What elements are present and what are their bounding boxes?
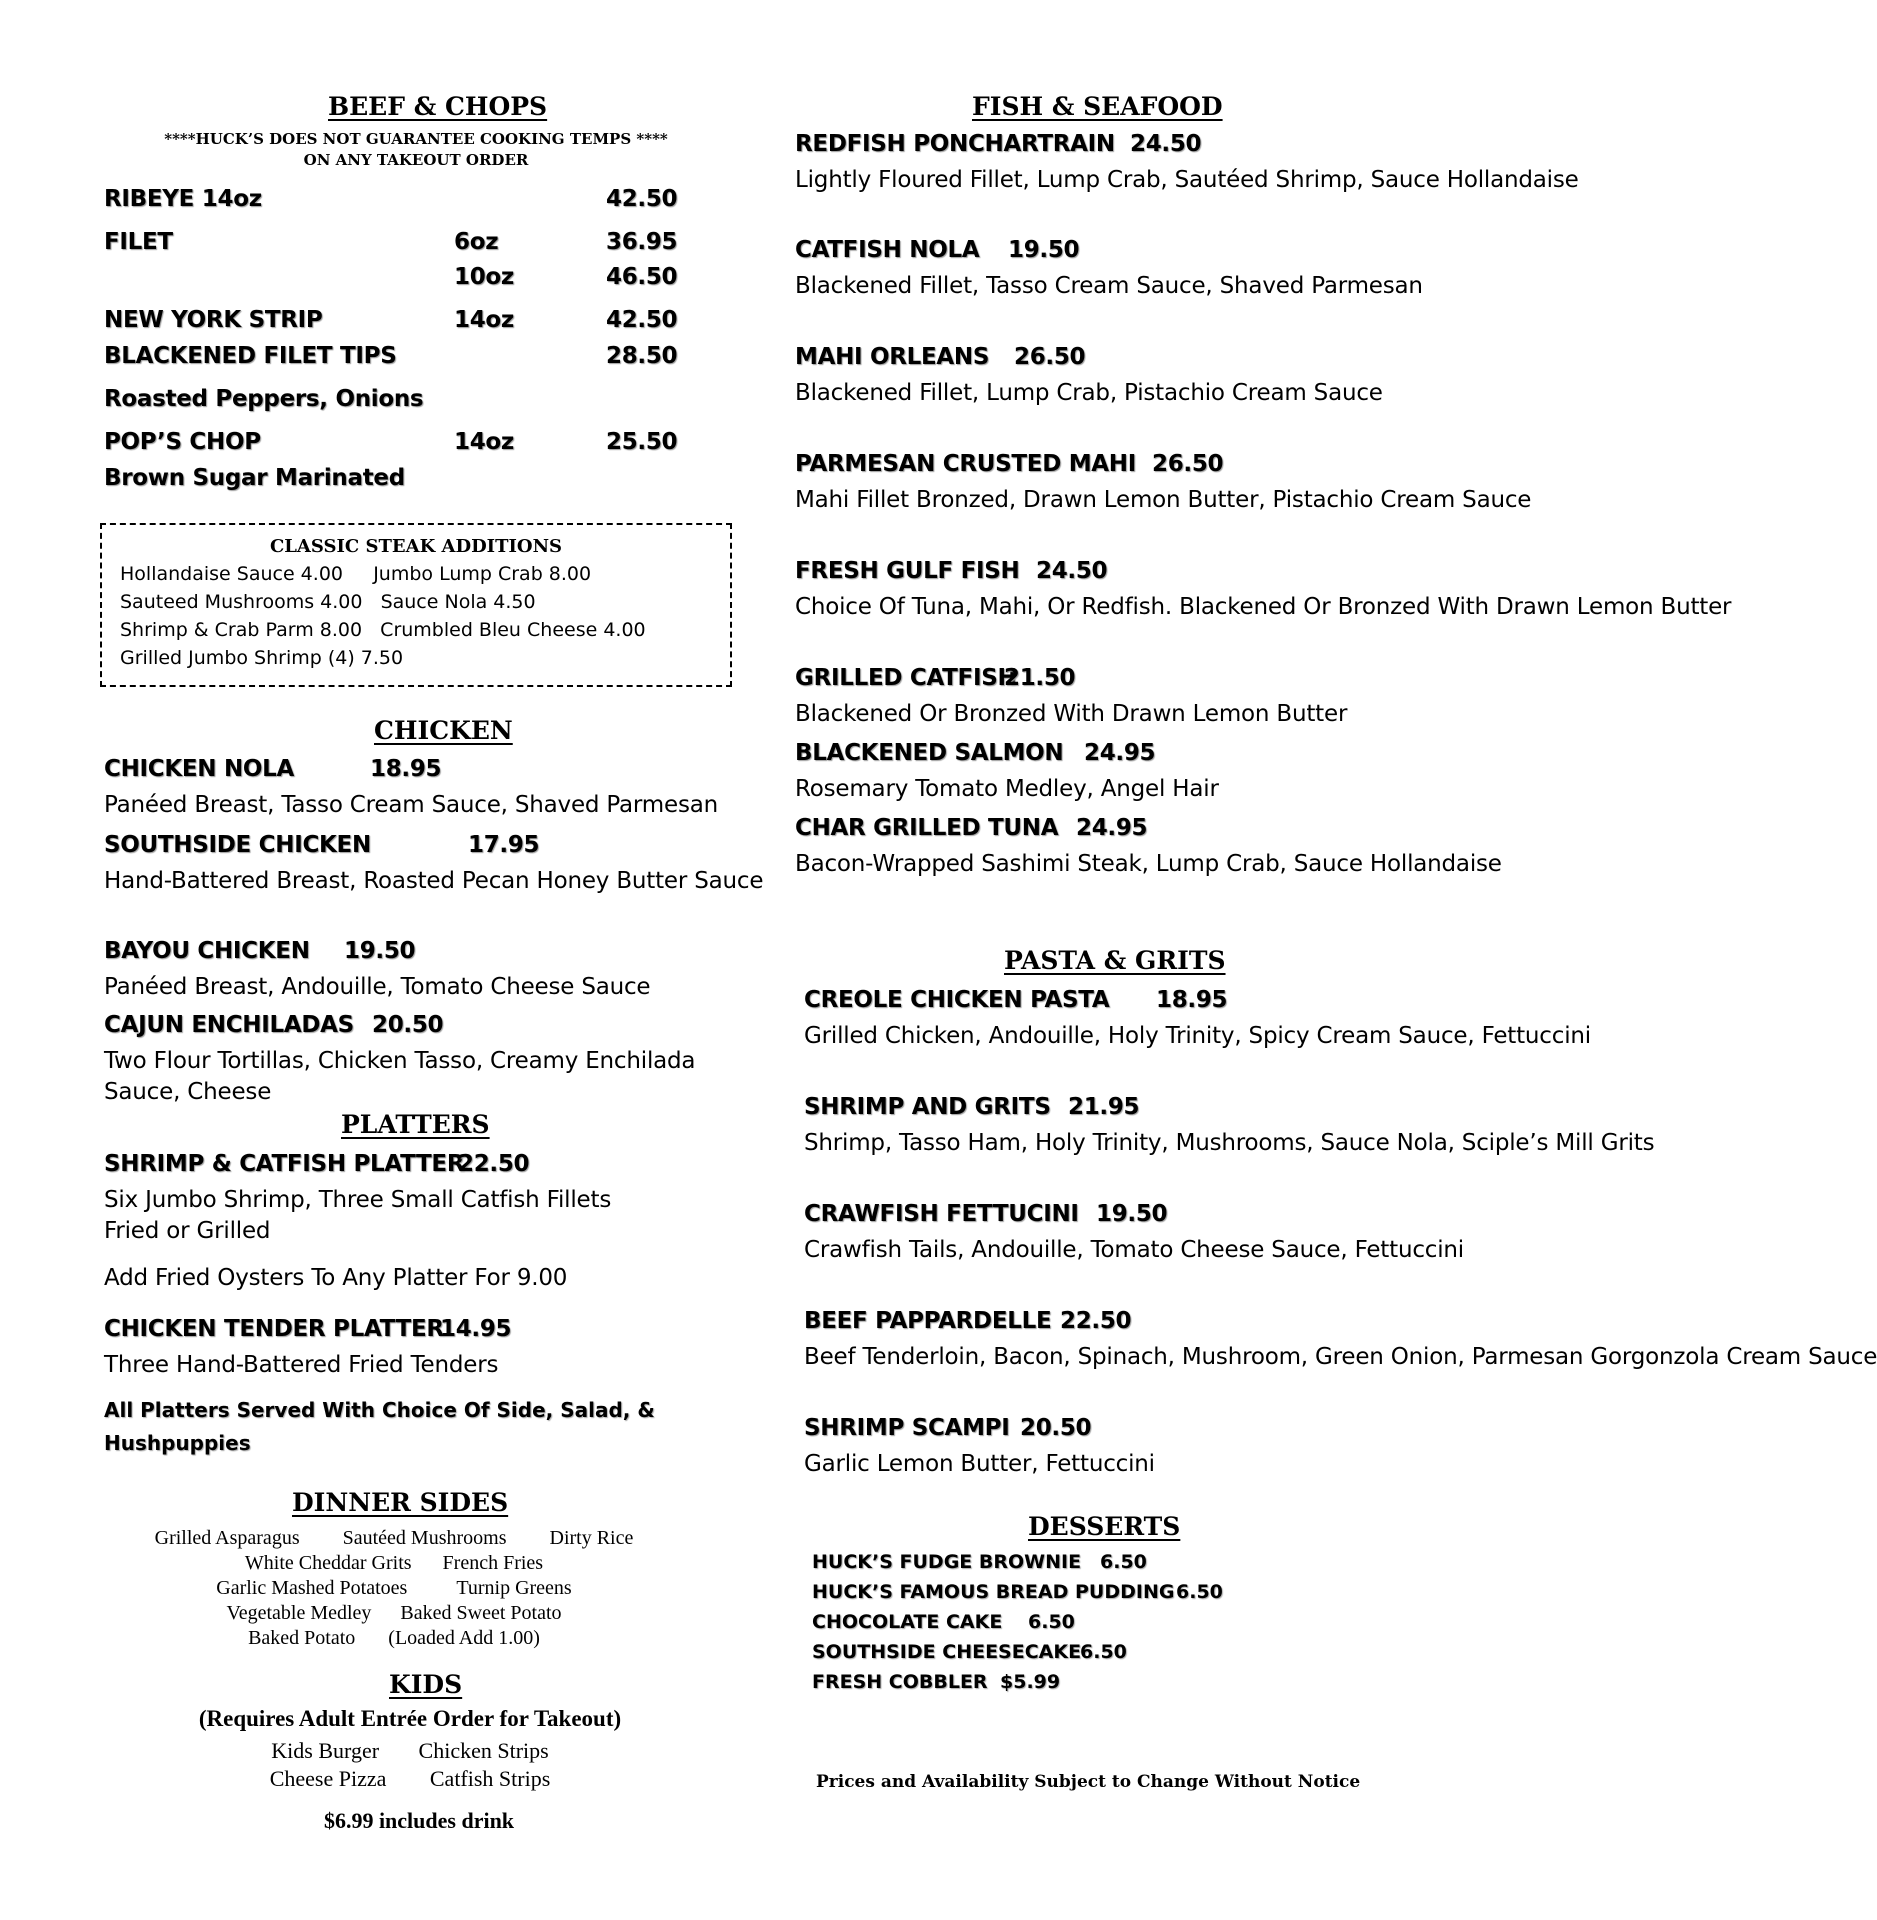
platters-served-2: Hushpuppies (104, 1431, 251, 1455)
catfish-nola-price: 19.50 (1008, 237, 1080, 263)
shrimp-catfish-platter-price: 22.50 (458, 1151, 530, 1177)
crawfish-fettucini-price: 19.50 (1096, 1201, 1168, 1227)
grilled-catfish-desc: Blackened Or Bronzed With Drawn Lemon Butter (795, 701, 1348, 727)
crawfish-fettucini-name: CRAWFISH FETTUCINI (804, 1201, 1079, 1227)
ribeye-name: RIBEYE 14oz (104, 186, 262, 212)
beef-heading: BEEF & CHOPS (328, 92, 548, 121)
kids-catfish-strips: Catfish Strips (429, 1766, 551, 1791)
redfish-desc: Lightly Floured Fillet, Lump Crab, Sautéed Shrimp, Sauce Hollandaise (795, 167, 1579, 193)
kids-heading: KIDS (389, 1670, 463, 1699)
side-baked-sweet-potato: Baked Sweet Potato (400, 1602, 562, 1624)
side-white-cheddar-grits: White Cheddar Grits (244, 1552, 412, 1574)
catfish-nola-desc: Blackened Fillet, Tasso Cream Sauce, Shaved Parmesan (795, 273, 1423, 299)
additions-line-3: Shrimp & Crab Parm 8.00 Crumbled Bleu Cheese 4.00 (120, 619, 646, 641)
pops-price: 25.50 (606, 429, 678, 455)
shrimp-scampi-name: SHRIMP SCAMPI (804, 1415, 1010, 1441)
mahi-orleans-name: MAHI ORLEANS (795, 344, 990, 370)
fudge-brownie-price: 6.50 (1100, 1551, 1147, 1573)
shrimp-scampi-price: 20.50 (1020, 1415, 1092, 1441)
pasta-heading: PASTA & GRITS (1004, 946, 1226, 975)
southside-chicken-name: SOUTHSIDE CHICKEN (104, 832, 371, 858)
sides-row-2 (104, 1551, 684, 1576)
pops-desc: Brown Sugar Marinated (104, 465, 405, 491)
beef-pappardelle-price: 22.50 (1060, 1308, 1132, 1334)
shrimp-catfish-desc-1: Six Jumbo Shrimp, Three Small Catfish Fillets (104, 1187, 612, 1213)
char-grilled-tuna-name: CHAR GRILLED TUNA (795, 815, 1059, 841)
cobbler-name: FRESH COBBLER (812, 1671, 988, 1693)
shrimp-scampi-desc: Garlic Lemon Butter, Fettuccini (804, 1451, 1155, 1477)
beef-pappardelle-name: BEEF PAPPARDELLE (804, 1308, 1052, 1334)
platters-heading: PLATTERS (341, 1110, 490, 1139)
cajun-enchiladas-desc: Two Flour Tortillas, Chicken Tasso, Creamy Enchilada Sauce, Cheese (104, 1048, 696, 1105)
southside-chicken-price: 17.95 (468, 832, 540, 858)
side-dirty-rice: Dirty Rice (549, 1527, 634, 1549)
chicken-nola-desc: Panéed Breast, Tasso Cream Sauce, Shaved Parmesan (104, 792, 718, 818)
creole-pasta-price: 18.95 (1156, 987, 1228, 1013)
ribeye-price: 42.50 (606, 186, 678, 212)
bayou-chicken-price: 19.50 (344, 938, 416, 964)
kids-row-1 (104, 1738, 716, 1764)
tips-name: BLACKENED FILET TIPS (104, 343, 397, 369)
cheesecake-price: 6.50 (1080, 1641, 1127, 1663)
additions-line-2: Sauteed Mushrooms 4.00 Sauce Nola 4.50 (120, 591, 536, 613)
chocolate-cake-price: 6.50 (1028, 1611, 1075, 1633)
bayou-chicken-desc: Panéed Breast, Andouille, Tomato Cheese Sauce (104, 974, 651, 1000)
mahi-orleans-desc: Blackened Fillet, Lump Crab, Pistachio Cream Sauce (795, 380, 1383, 406)
chicken-heading: CHICKEN (374, 716, 513, 745)
additions-line-1: Hollandaise Sauce 4.00 Jumbo Lump Crab 8.00 (120, 563, 592, 585)
grilled-catfish-name: GRILLED CATFISH (795, 665, 1017, 691)
pops-name: POP’S CHOP (104, 429, 261, 455)
sides-row-1 (104, 1526, 684, 1551)
cajun-enchiladas-price: 20.50 (372, 1012, 444, 1038)
sides-row-4 (104, 1601, 684, 1626)
parmesan-mahi-price: 26.50 (1152, 451, 1224, 477)
sides-row-3 (104, 1576, 684, 1601)
platters-served-1: All Platters Served With Choice Of Side, Salad, & (104, 1398, 655, 1422)
char-grilled-tuna-desc: Bacon-Wrapped Sashimi Steak, Lump Crab, Sauce Hollandaise (795, 851, 1502, 877)
filet-price-10: 46.50 (606, 264, 678, 290)
parmesan-mahi-name: PARMESAN CRUSTED MAHI (795, 451, 1137, 477)
chocolate-cake-name: CHOCOLATE CAKE (812, 1611, 1003, 1633)
nystrip-price: 42.50 (606, 307, 678, 333)
kids-note: (Requires Adult Entrée Order for Takeout) (198, 1706, 622, 1731)
side-baked-potato: Baked Potato (248, 1627, 356, 1649)
kids-chicken-strips: Chicken Strips (418, 1738, 549, 1763)
char-grilled-tuna-price: 24.95 (1076, 815, 1148, 841)
shrimp-grits-name: SHRIMP AND GRITS (804, 1094, 1051, 1120)
shrimp-grits-price: 21.95 (1068, 1094, 1140, 1120)
chicken-tender-desc: Three Hand-Battered Fried Tenders (104, 1352, 499, 1378)
nystrip-name: NEW YORK STRIP (104, 307, 323, 333)
creole-pasta-desc: Grilled Chicken, Andouille, Holy Trinity, Spicy Cream Sauce, Fettuccini (804, 1023, 1591, 1049)
bread-pudding-price: 6.50 (1176, 1581, 1223, 1603)
chicken-tender-platter-price: 14.95 (440, 1316, 512, 1342)
kids-burger: Kids Burger (271, 1738, 380, 1763)
cobbler-price: $5.99 (1000, 1671, 1061, 1693)
fudge-brownie-name: HUCK’S FUDGE BROWNIE (812, 1551, 1082, 1573)
crawfish-fettucini-desc: Crawfish Tails, Andouille, Tomato Cheese Sauce, Fettuccini (804, 1237, 1464, 1263)
side-sauteed-mushrooms: Sautéed Mushrooms (342, 1527, 507, 1549)
mahi-orleans-price: 26.50 (1014, 344, 1086, 370)
dinner-sides-heading: DINNER SIDES (292, 1488, 509, 1517)
kids-price: $6.99 includes drink (323, 1808, 515, 1833)
cheesecake-name: SOUTHSIDE CHEESECAKE (812, 1641, 1082, 1663)
side-garlic-mashed-potatoes: Garlic Mashed Potatoes (216, 1577, 408, 1599)
filet-size-10: 10oz (454, 264, 514, 290)
tips-price: 28.50 (606, 343, 678, 369)
fried-oysters-note: Add Fried Oysters To Any Platter For 9.00 (104, 1265, 568, 1291)
cajun-enchiladas-name: CAJUN ENCHILADAS (104, 1012, 354, 1038)
nystrip-size: 14oz (454, 307, 514, 333)
creole-pasta-name: CREOLE CHICKEN PASTA (804, 987, 1110, 1013)
chicken-tender-platter-name: CHICKEN TENDER PLATTER (104, 1316, 444, 1342)
shrimp-grits-desc: Shrimp, Tasso Ham, Holy Trinity, Mushrooms, Sauce Nola, Sciple’s Mill Grits (804, 1130, 1655, 1156)
catfish-nola-name: CATFISH NOLA (795, 237, 980, 263)
desserts-heading: DESSERTS (1028, 1512, 1181, 1541)
gulf-fish-price: 24.50 (1036, 558, 1108, 584)
additions-title: CLASSIC STEAK ADDITIONS (269, 536, 563, 557)
steak-additions-box (100, 523, 732, 687)
gulf-fish-name: FRESH GULF FISH (795, 558, 1020, 584)
blackened-salmon-name: BLACKENED SALMON (795, 740, 1064, 766)
blackened-salmon-desc: Rosemary Tomato Medley, Angel Hair (795, 776, 1219, 802)
tips-desc: Roasted Peppers, Onions (104, 386, 424, 412)
filet-price-6: 36.95 (606, 229, 678, 255)
bread-pudding-name: HUCK’S FAMOUS BREAD PUDDING (812, 1581, 1175, 1603)
kids-row-2 (104, 1766, 716, 1792)
filet-size-6: 6oz (454, 229, 499, 255)
southside-chicken-desc: Hand-Battered Breast, Roasted Pecan Honey Butter Sauce (104, 868, 764, 894)
pops-size: 14oz (454, 429, 514, 455)
bayou-chicken-name: BAYOU CHICKEN (104, 938, 310, 964)
additions-line-4: Grilled Jumbo Shrimp (4) 7.50 (120, 647, 404, 669)
redfish-name: REDFISH PONCHARTRAIN (795, 131, 1115, 157)
takeout-note-2: ON ANY TAKEOUT ORDER (303, 151, 529, 169)
side-turnip-greens: Turnip Greens (456, 1577, 572, 1599)
kids-cheese-pizza: Cheese Pizza (269, 1766, 387, 1791)
side-vegetable-medley: Vegetable Medley (226, 1602, 372, 1624)
sides-row-5 (104, 1626, 684, 1651)
side-loaded-note: (Loaded Add 1.00) (388, 1627, 540, 1649)
blackened-salmon-price: 24.95 (1084, 740, 1156, 766)
redfish-price: 24.50 (1130, 131, 1202, 157)
chicken-nola-price: 18.95 (370, 756, 442, 782)
beef-pappardelle-desc: Beef Tenderloin, Bacon, Spinach, Mushroom, Green Onion, Parmesan Gorgonzola Cream Sauce (804, 1344, 1877, 1370)
shrimp-catfish-platter-name: SHRIMP & CATFISH PLATTER (104, 1151, 465, 1177)
side-grilled-asparagus: Grilled Asparagus (154, 1527, 300, 1549)
gulf-fish-desc: Choice Of Tuna, Mahi, Or Redfish. Blackened Or Bronzed With Drawn Lemon Butter (795, 594, 1732, 620)
filet-name: FILET (104, 229, 173, 255)
fish-heading: FISH & SEAFOOD (972, 92, 1223, 121)
side-french-fries: French Fries (442, 1552, 544, 1574)
shrimp-catfish-desc-2: Fried or Grilled (104, 1218, 271, 1244)
grilled-catfish-price: 21.50 (1004, 665, 1076, 691)
takeout-note-1: ****HUCK’S DOES NOT GUARANTEE COOKING TEMPS **** (164, 130, 668, 148)
footer-note: Prices and Availability Subject to Change Without Notice (816, 1772, 1361, 1792)
chicken-nola-name: CHICKEN NOLA (104, 756, 295, 782)
parmesan-mahi-desc: Mahi Fillet Bronzed, Drawn Lemon Butter, Pistachio Cream Sauce (795, 487, 1532, 513)
